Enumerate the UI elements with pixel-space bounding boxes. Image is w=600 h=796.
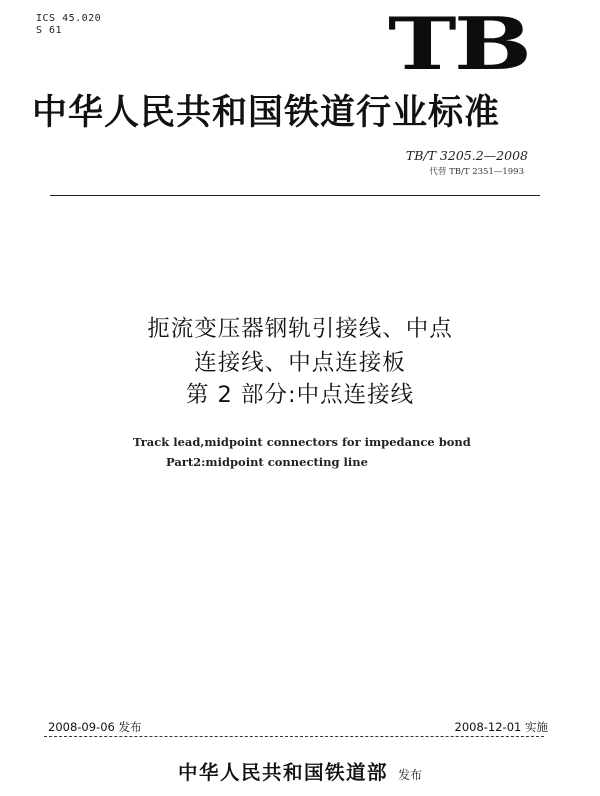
- standard-category-title: 中华人民共和国铁道行业标准: [32, 92, 501, 133]
- cn-title-line-3: 第 2 部分:中点连接线: [185, 382, 415, 408]
- standard-code: TB/T 3205.2—2008: [405, 148, 528, 163]
- replaces-standard: 代替 TB/T 2351—1993: [429, 167, 524, 177]
- header-divider: [50, 195, 540, 196]
- ccs-code: S 61: [36, 25, 63, 36]
- en-title-line-1: Track lead,midpoint connectors for impedance bond: [133, 435, 471, 449]
- issuer-suffix: 发布: [398, 768, 423, 782]
- en-title-line-2: Part2:midpoint connecting line: [166, 455, 368, 469]
- issuer-block: [0, 760, 600, 788]
- cn-title-line-2: 连接线、中点连接板: [194, 350, 406, 376]
- cn-title-line-1: 扼流变压器钢轨引接线、中点: [147, 316, 453, 342]
- ics-code: ICS 45.020: [36, 13, 102, 24]
- footer-divider: [44, 736, 544, 737]
- tb-logo: TB: [388, 1, 530, 86]
- issuer-name: 中华人民共和国铁道部: [177, 761, 388, 784]
- implement-date: 2008-12-01 实施: [454, 720, 548, 734]
- publish-date: 2008-09-06 发布: [48, 720, 142, 734]
